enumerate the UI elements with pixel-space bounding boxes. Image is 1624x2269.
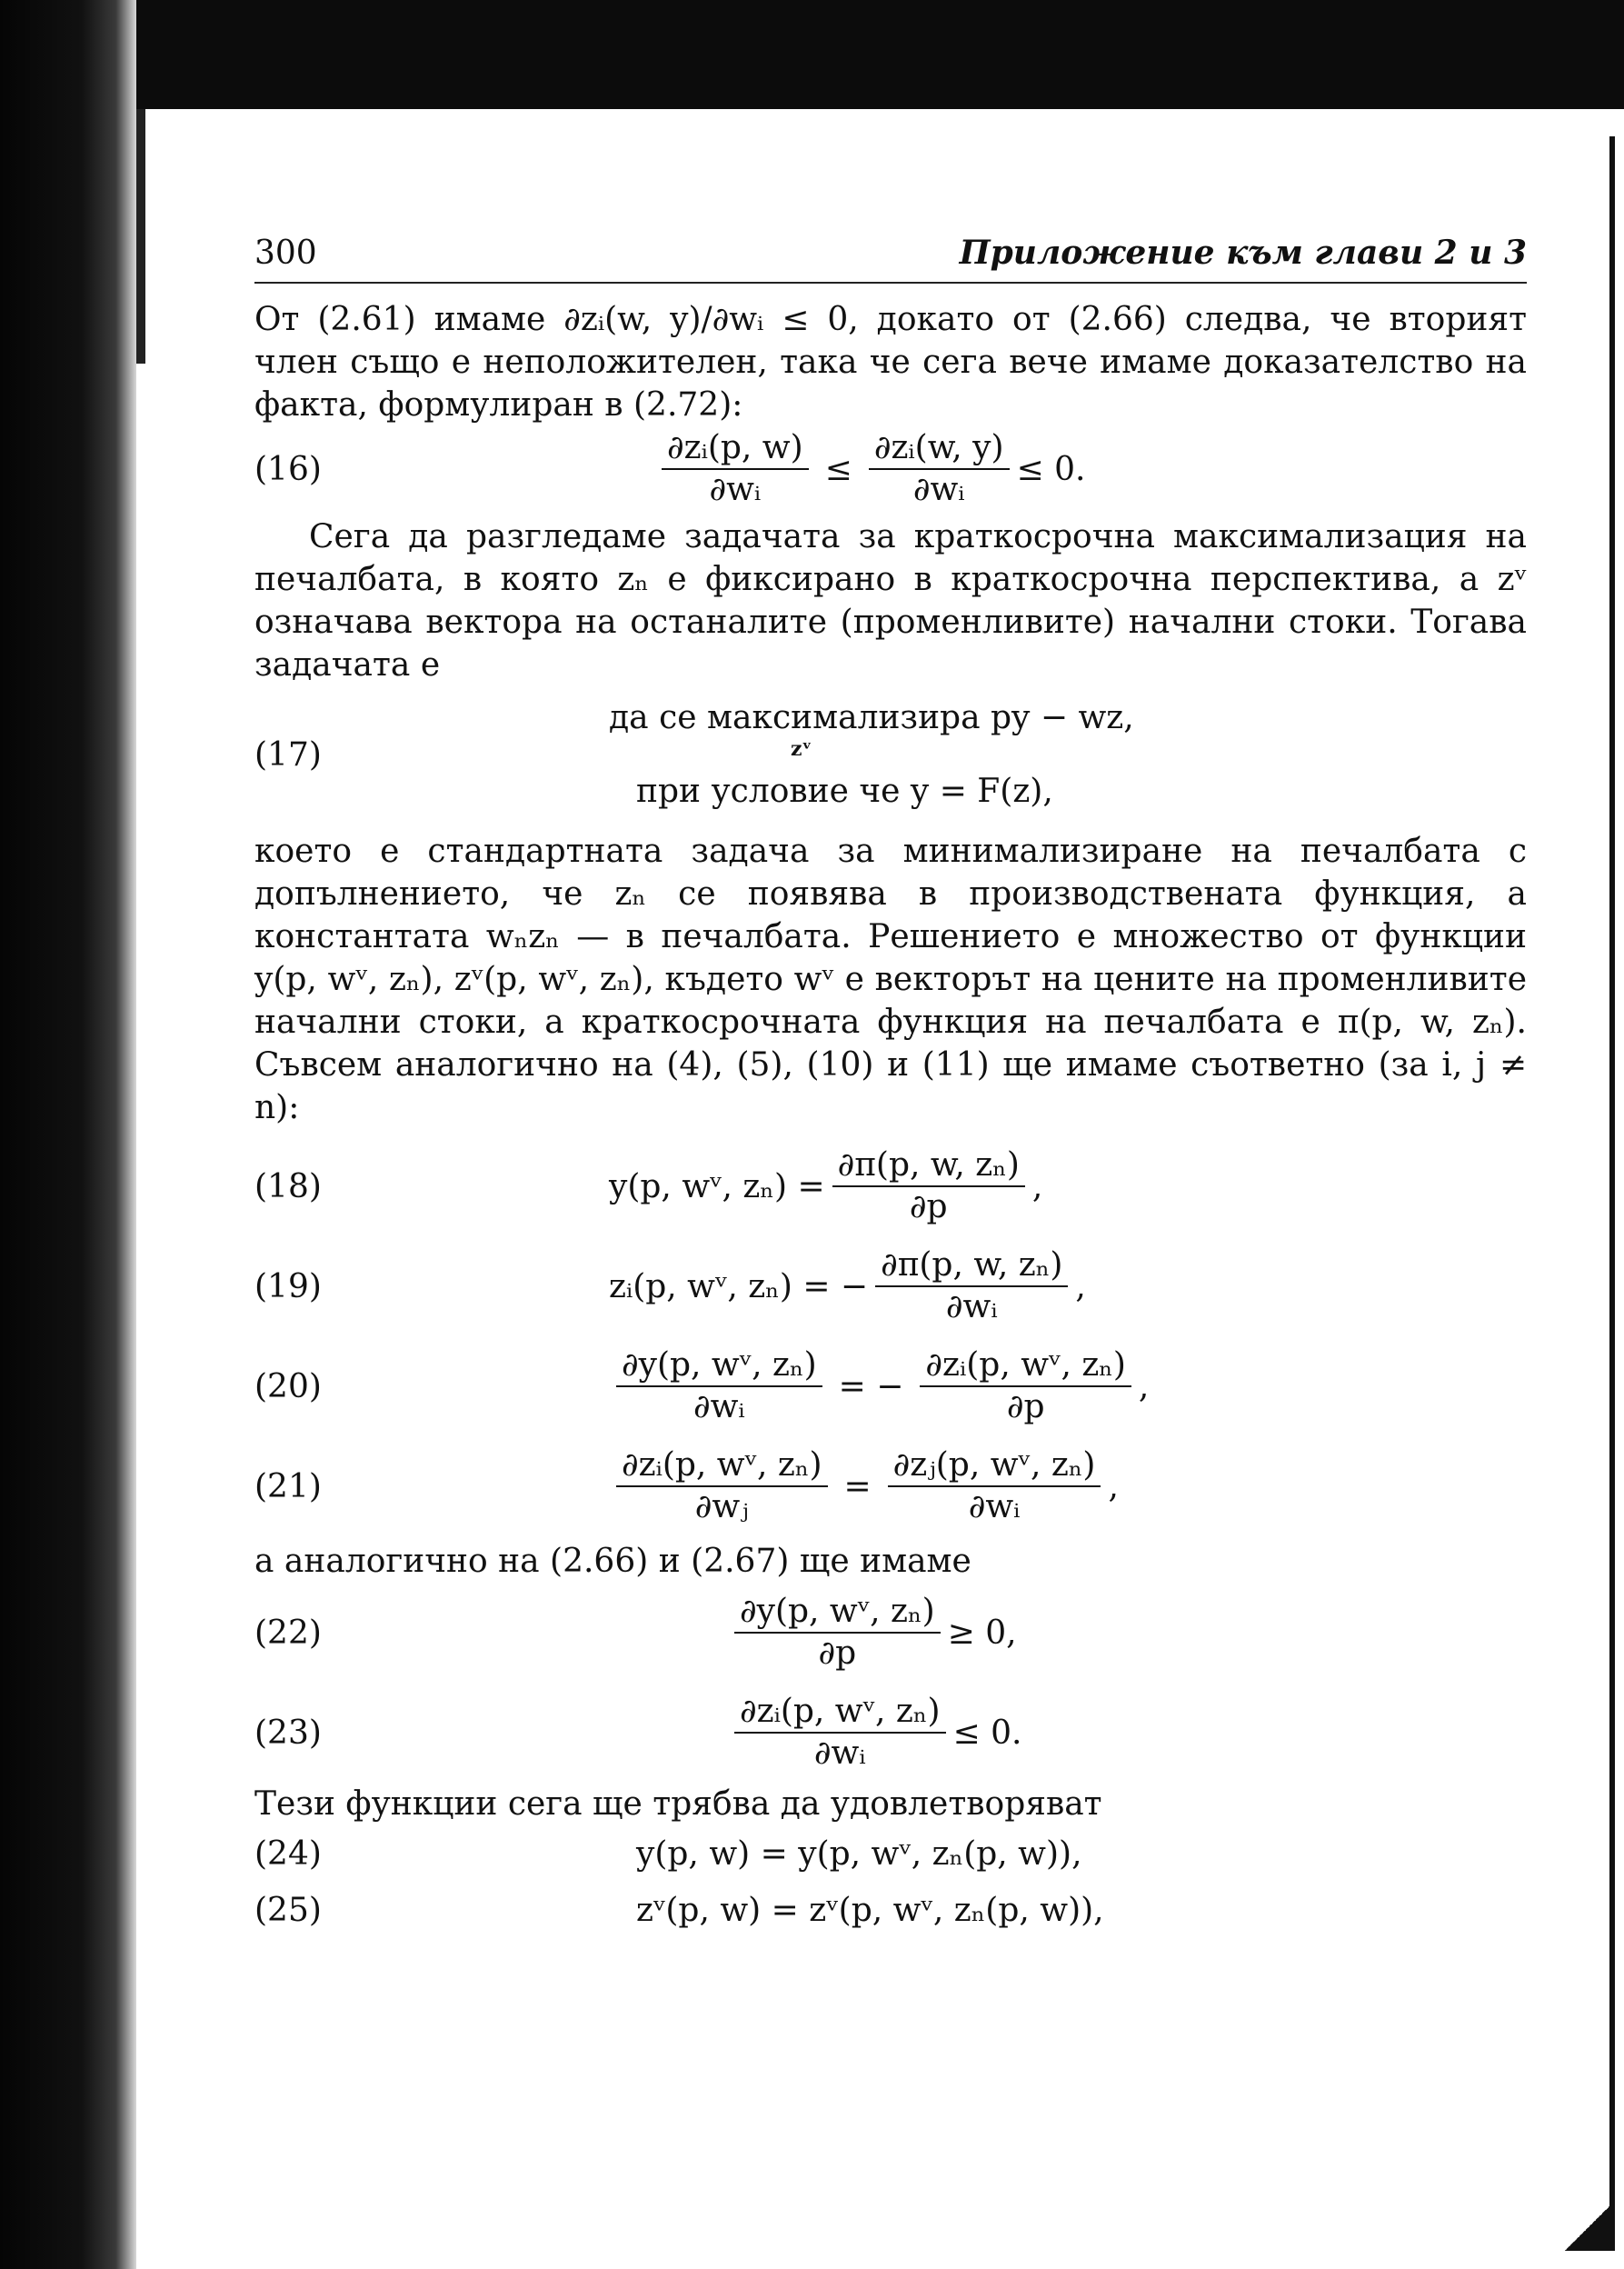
constraint: при условие че y = F(z), <box>636 773 1053 810</box>
equation-24: (24) y(p, w) = y(p, wᵛ, zₙ(p, w)), <box>254 1825 1527 1882</box>
running-header <box>254 232 1527 284</box>
equation-18: (18) y(p, wᵛ, zₙ) = $\frac{\text{∂π(p, w, zₙ)}}{\partial p}$ , <box>254 1146 1043 1225</box>
fraction: $\frac{\text{∂zᵢ(p, wᵛ, zₙ)}}{\text{∂wᵢ}}$ <box>734 1692 946 1774</box>
paragraph-3: което е стандартната задача за минимализиране на печалбата с допълнението, че zₙ се появява в производствената функция, а константата wₙzₙ — в печалбата. Решението е множество от функции y(p, wᵛ, zₙ), zᵛ(p, wᵛ, zₙ), където wᵛ е векторът на цените на променливите начални стоки, а краткосрочната функция на печалбата е π(p, w, zₙ). Съвсем аналогично на (4), (5), (10) и (11) ще имаме съответно (за i, j ≠ n): <box>254 833 1527 1126</box>
optimization-variable: zᵛ <box>791 737 812 761</box>
fraction: $\frac{\text{∂y(p, wᵛ, zₙ)}}{\partial p}$ <box>734 1592 941 1674</box>
equation-number: (23) <box>254 1714 322 1752</box>
fraction: $\frac{\text{∂zᵢ(p, w)}}{\text{∂wᵢ}}$ <box>662 428 809 510</box>
equation-number: (22) <box>254 1614 322 1652</box>
equation-21: (21) $\frac{\text{∂zᵢ(p, wᵛ, zₙ)}}{\text{∂wⱼ}}$ = $\frac{\text{∂zⱼ(p, wᵛ, zₙ)}}{\text{∂wᵢ}}$ , <box>254 1446 1119 1525</box>
equation-number: (19) <box>254 1267 322 1305</box>
scan-border-left <box>0 0 136 2269</box>
equation-17 <box>254 686 1527 823</box>
equation-20: (20) $\frac{\text{∂y(p, wᵛ, zₙ)}}{\text{∂wᵢ}}$ = − $\frac{\text{∂zᵢ(p, wᵛ, zₙ)}}{\partial p}$ , <box>254 1346 1150 1425</box>
fraction: $\frac{\text{∂π(p, w, zₙ)}}{\text{∂wᵢ}}$ <box>875 1245 1068 1327</box>
equation-number: (17) <box>254 735 322 774</box>
equation-number: (18) <box>254 1167 322 1205</box>
scan-border-top <box>0 0 1624 109</box>
paragraph-5: Тези функции сега ще трябва да удовлетворяват <box>254 1785 1102 1823</box>
document-page <box>254 232 1527 1938</box>
paragraph-4: а аналогично на (2.66) и (2.67) ще имаме <box>254 1543 971 1580</box>
equation-23: (23) $\frac{\text{∂zᵢ(p, wᵛ, zₙ)}}{\text{∂wᵢ}}$ ≤ 0. <box>254 1693 1022 1772</box>
equation-number: (16) <box>254 450 322 488</box>
fraction: $\frac{\text{∂π(p, w, zₙ)}}{\partial p}$ <box>832 1145 1025 1227</box>
paragraph-1: От (2.61) имаме ∂zᵢ(w, y)/∂wᵢ ≤ 0, докато от (2.66) следва, че вторият член също е неположителен, така че сега вече имаме доказателство на факта, формулиран в (2.72): <box>254 301 1527 424</box>
scan-shadow <box>136 109 145 364</box>
objective: да се максимализира py − wz, <box>609 699 1134 736</box>
page-number: 300 <box>254 235 317 272</box>
equation-number: (25) <box>254 1891 322 1929</box>
fraction: $\frac{\text{∂zᵢ(p, wᵛ, zₙ)}}{\text{∂wⱼ}}$ <box>616 1445 828 1527</box>
fraction: $\frac{\text{∂zⱼ(p, wᵛ, zₙ)}}{\text{∂wᵢ}}$ <box>888 1445 1101 1527</box>
fraction: $\frac{\text{∂zᵢ(p, wᵛ, zₙ)}}{\partial p}$ <box>920 1345 1131 1427</box>
equation-number: (21) <box>254 1467 322 1505</box>
equation-22: (22) $\frac{\text{∂y(p, wᵛ, zₙ)}}{\partial p}$ ≥ 0, <box>254 1593 1017 1672</box>
equation-19: (19) zᵢ(p, wᵛ, zₙ) = − $\frac{\text{∂π(p, w, zₙ)}}{\text{∂wᵢ}}$ , <box>254 1246 1086 1325</box>
chapter-title: Приложение към глави 2 и 3 <box>959 234 1527 272</box>
equation-25: (25) zᵛ(p, w) = zᵛ(p, wᵛ, zₙ(p, w)), <box>254 1882 1527 1938</box>
paragraph-2: Сега да разгледаме задачата за краткосрочна максимализация на печалбата, в която zₙ е фиксирано в краткосрочна перспектива, а zᵛ означава вектора на останалите (променливите) начални стоки. Тогава задачата е <box>254 518 1527 684</box>
equation-number: (20) <box>254 1367 322 1405</box>
equation-16: (16) $\frac{\text{∂zᵢ(p, w)}}{\text{∂wᵢ}}$ ≤ $\frac{\text{∂zᵢ(w, y)}}{\text{∂wᵢ}}$ ≤ 0. <box>254 429 1086 508</box>
fraction: $\frac{\text{∂y(p, wᵛ, zₙ)}}{\text{∂wᵢ}}$ <box>616 1345 822 1427</box>
scan-corner <box>1560 2205 1615 2251</box>
equation-number: (24) <box>254 1834 322 1873</box>
scan-border-right <box>1609 136 1615 2227</box>
fraction: $\frac{\text{∂zᵢ(w, y)}}{\text{∂wᵢ}}$ <box>869 428 1010 510</box>
